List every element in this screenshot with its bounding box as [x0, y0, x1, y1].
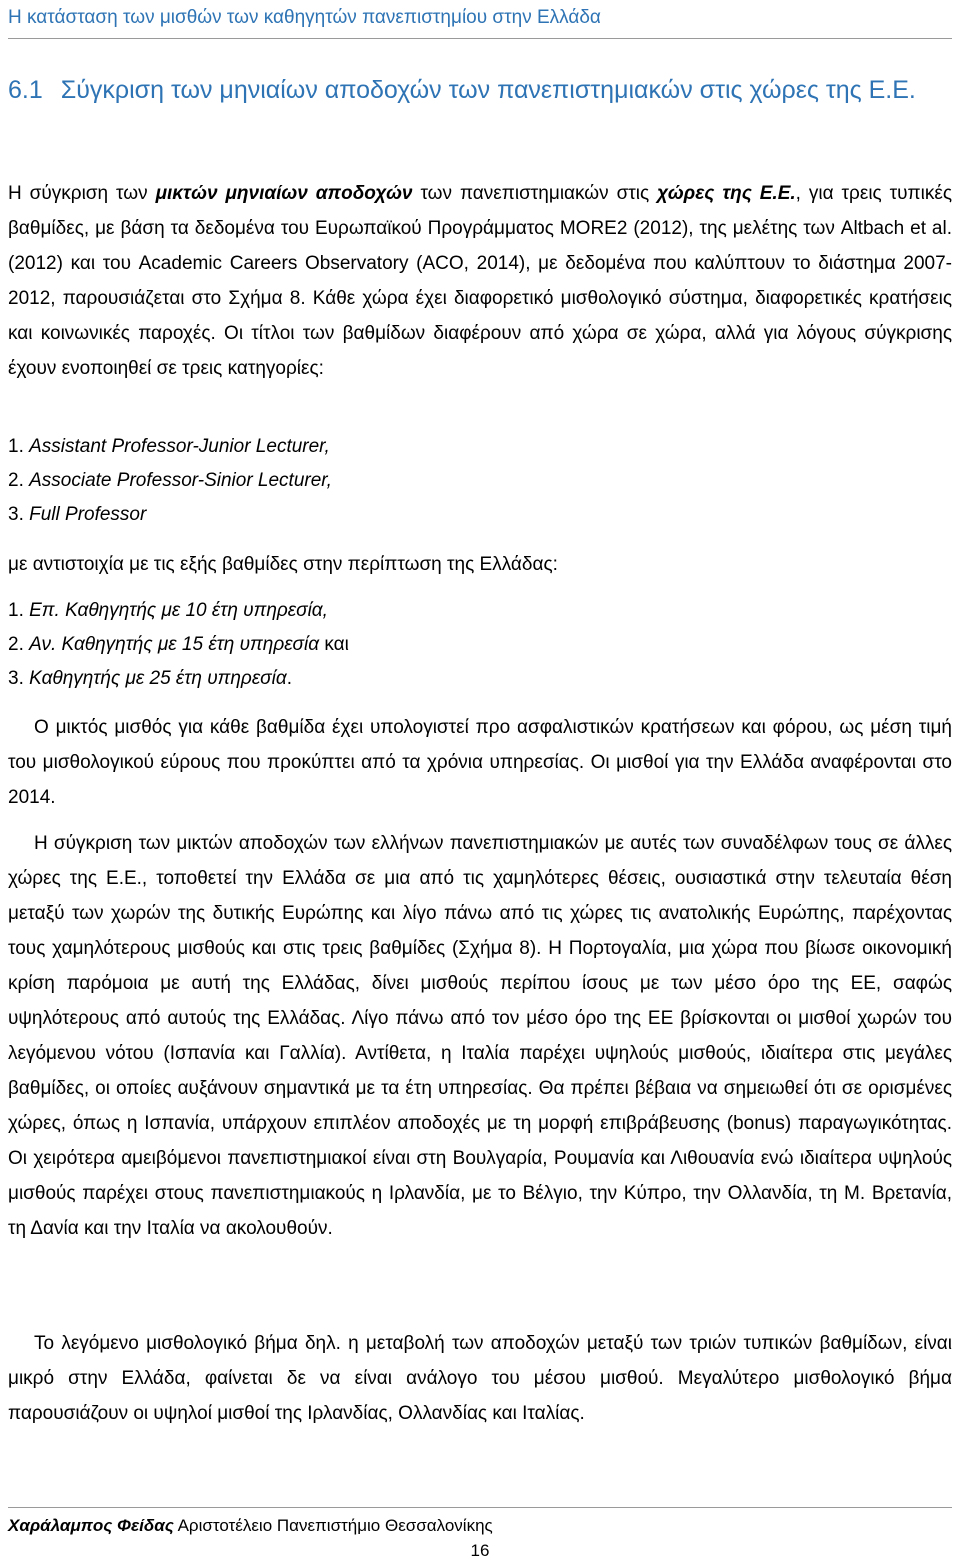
page-number: 16: [470, 1541, 490, 1560]
footer-signature: [8, 1507, 952, 1538]
salary-definition-paragraph: Ο μικτός μισθός για κάθε βαθμίδα έχει υπολογιστεί προ ασφαλιστικών κρατήσεων και φόρου, ως μέση τιμή του μισθολογικού εύρους που προκύπτει από τα χρόνια υπηρεσίας. Οι μισθοί για την Ελλάδα αναφέρονται στο 2014.: [8, 717, 952, 808]
section-heading: [8, 72, 952, 109]
greek-ranks-list: [8, 594, 952, 696]
section-title: Σύγκριση των μηνιαίων αποδοχών των πανεπιστημιακών στις χώρες της Ε.Ε.: [60, 76, 916, 104]
intro-text-3: , για τρεις τυπικές βαθμίδες, με βάση τα δεδομένα του Ευρωπαϊκού Προγράμματος MORE2 (2012), της μελέτης των Altbach et al. (2012) και του Academic Careers Observatory (ACO, 2014), με δεδομένα που καλύπτουν το διάστημα 2007-2012, παρουσιάζεται στο Σχήμα 8. Κάθε χώρα έχει διαφορετικό μισθολογικό σύστημα, διαφορετικές κρατήσεις και κοινωνικές παροχές. Οι τίτλοι των βαθμίδων διαφέρουν από χώρα σε χώρα, αλλά για λόγους σύγκρισης έχουν ενοποιηθεί σε τρεις κατηγορίες:: [8, 183, 952, 379]
list-item: 3. Full Professor: [8, 504, 147, 525]
international-ranks-list: [8, 430, 952, 532]
comparison-paragraph: Η σύγκριση των μικτών αποδοχών των ελλήνων πανεπιστημιακών με αυτές των συναδέλφων τους σε άλλες χώρες της Ε.Ε., τοποθετεί την Ελλάδα σε μια από τις χαμηλότερες θέσεις, ουσιαστικά στην τελευταία θέση μεταξύ των χωρών της δυτικής Ευρώπης και λίγο πάνω από τις χώρες τις ανατολικής Ευρώπης, παρέχοντας τους χαμηλότερους μισθούς και στις τρεις βαθμίδες (Σχήμα 8). Η Πορτογαλία, μια χώρα που βίωσε οικονομική κρίση παρόμοια με αυτή της Ελλάδας, δίνει μισθούς περίπου ίσους με των μέσο όρο της ΕΕ, σαφώς υψηλότερους από αυτούς της Ελλάδας. Λίγο πάνω από τον μέσο όρο της ΕΕ βρίσκονται οι μισθοί χωρών του λεγόμενου νότου (Ισπανία και Γαλλία). Αντίθετα, η Ιταλία παρέχει υψηλούς μισθούς, ιδιαίτερα στις μεγάλες βαθμίδες, οι οποίες αυξάνουν σημαντικά με τα έτη υπηρεσίας. Θα πρέπει βέβαια να σημειωθεί ότι σε ορισμένες χώρες, όπως η Ισπανία, υπάρχουν επιπλέον αποδοχές με τη μορφή επιβράβευσης (bonus) παραγωγικότητας. Οι χειρότερα αμειβόμενοι πανεπιστημιακοί είναι στη Βουλγαρία, Ρουμανία και Λιθουανία ενώ ιδιαίτερα υψηλούς μισθούς παρέχει στους πανεπιστημιακούς η Ιρλανδία, με το Βέλγιο, την Κύπρο, την Ολλανδία, τη Μ. Βρετανία, τη Δανία και την Ιταλία να ακολουθούν.: [8, 833, 952, 1239]
correspondence-line: με αντιστοιχία με τις εξής βαθμίδες στην περίπτωση της Ελλάδας:: [8, 554, 558, 575]
running-header: Η κατάσταση των μισθών των καθηγητών πανεπιστημίου στην Ελλάδα: [8, 6, 952, 39]
list-item: 1. Επ. Καθηγητής με 10 έτη υπηρεσία,: [8, 600, 328, 621]
intro-emphasis-2: χώρες της Ε.Ε.: [657, 183, 796, 204]
salary-step-paragraph: Το λεγόμενο μισθολογικό βήμα δηλ. η μεταβολή των αποδοχών μεταξύ των τριών τυπικών βαθμίδων, είναι μικρό στην Ελλάδα, φαίνεται δε να είναι ανάλογο του μέσου μισθού. Μεγαλύτερο μισθολογικό βήμα παρουσιάζουν οι υψηλοί μισθοί της Ιρλανδίας, Ολλανδίας και Ιταλίας.: [8, 1333, 952, 1424]
author-affiliation: Αριστοτέλειο Πανεπιστήμιο Θεσσαλονίκης: [173, 1516, 493, 1535]
intro-paragraph: [8, 176, 952, 386]
intro-text-2: των πανεπιστημιακών στις: [412, 183, 658, 204]
list-item: 1. Assistant Professor-Junior Lecturer,: [8, 436, 330, 457]
intro-emphasis-1: μικτών μηνιαίων αποδοχών: [155, 183, 413, 204]
list-item: 2. Αν. Καθηγητής με 15 έτη υπηρεσία και: [8, 634, 349, 655]
intro-text-1: Η σύγκριση των: [8, 183, 156, 204]
author-name: Χαράλαμπος Φείδας: [8, 1516, 174, 1535]
list-item: 3. Καθηγητής με 25 έτη υπηρεσία.: [8, 668, 292, 689]
section-number: 6.1: [8, 76, 43, 104]
list-item: 2. Associate Professor-Sinior Lecturer,: [8, 470, 332, 491]
